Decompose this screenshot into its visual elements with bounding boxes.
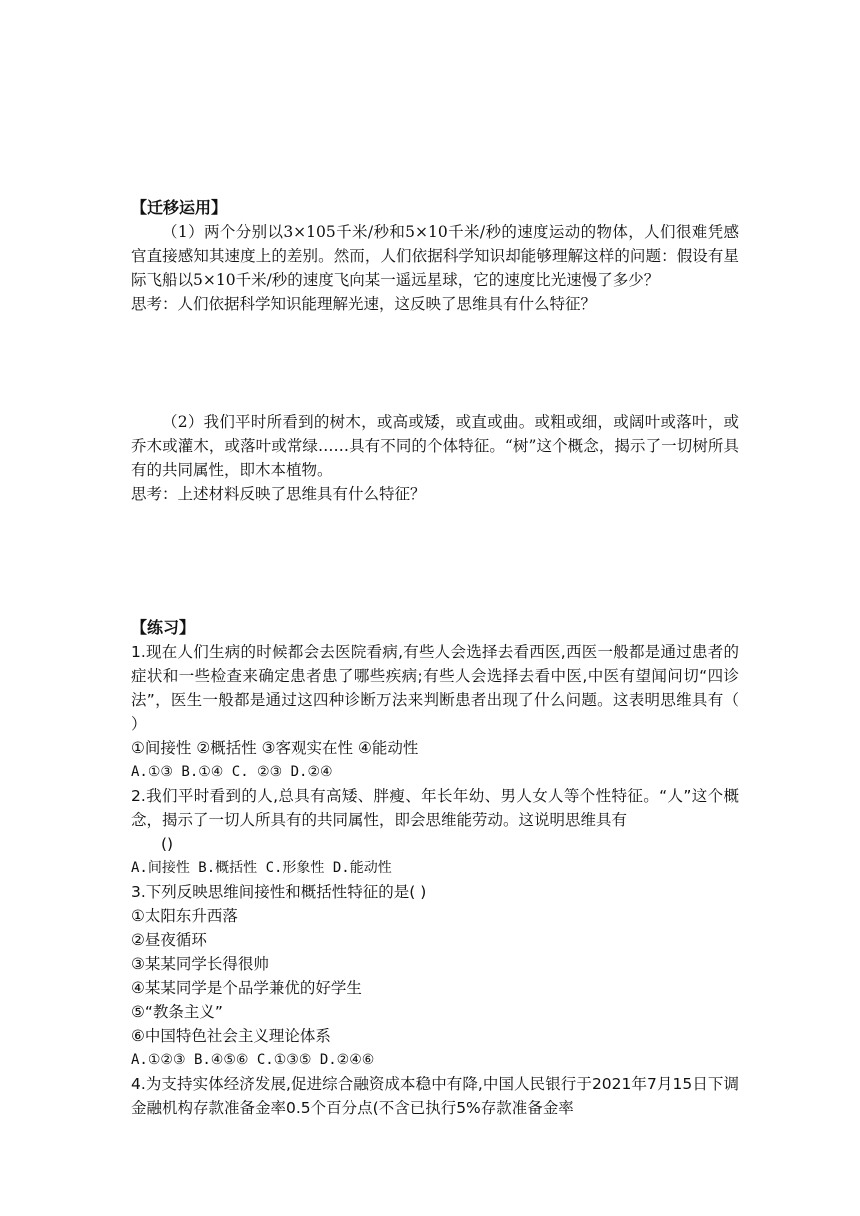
question-2-blank: () [161, 835, 174, 853]
transfer-item-1-question: 思考：人们依据科学知识能理解光速，这反映了思维具有什么特征？ [131, 295, 597, 313]
question-3-item: ②昼夜循环 [131, 931, 207, 949]
question-2-text: 2.我们平时看到的人,总具有高矮、胖瘦、年长年幼、男人女人等个性特征。“人”这个概念，揭示了一切人所具有的共同属性，即会思维能劳动。这说明思维具有 [131, 787, 739, 829]
question-1-items: ①间接性 ②概括性 ③客观实在性 ④能动性 [131, 739, 419, 757]
answer-space-2 [131, 506, 739, 616]
transfer-item-2-text: （2）我们平时所看到的树木，或高或矮，或直或曲。或粗或细，或阔叶或落叶，或乔木或灌木，或落叶或常绿……具有不同的个体特征。“树”这个概念，揭示了一切树所具有的共同属性，即木本植物。 [131, 413, 739, 479]
question-4-text: 4.为支持实体经济发展,促进综合融资成本稳中有降,中国人民银行于2021年7月15日下调金融机构存款准备金率0.5个百分点(不含已执行5%存款准备金率 [131, 1075, 739, 1117]
transfer-item-2-question: 思考：上述材料反映了思维具有什么特征？ [131, 485, 426, 503]
question-3-item: ③某某同学长得很帅 [131, 955, 269, 973]
transfer-heading: 【迁移运用】 [131, 198, 228, 217]
question-3-options: A.①②③ B.④⑤⑥ C.①③⑤ D.②④⑥ [131, 1052, 375, 1068]
question-3-text: 3.下列反映思维间接性和概括性特征的是( ) [131, 883, 427, 901]
question-3-item: ⑥中国特色社会主义理论体系 [131, 1027, 331, 1045]
question-3-item: ①太阳东升西落 [131, 907, 238, 925]
question-3-item: ⑤“教条主义” [131, 1003, 223, 1021]
document-content [131, 196, 739, 1120]
transfer-item-1-text: （1）两个分别以3×105千米/秒和5×10千米/秒的速度运动的物体，人们很难凭感官直接感知其速度上的差别。然而，人们依据科学知识却能够理解这样的问题：假设有星际飞船以5×10千米/秒的速度飞向某一遥远星球，它的速度比光速慢了多少？ [131, 223, 739, 289]
question-2-options: A.间接性 B.概括性 C.形象性 D.能动性 [131, 860, 392, 876]
practice-heading: 【练习】 [131, 618, 196, 637]
question-1-options: A.①③ B.①④ C. ②③ D.②④ [131, 764, 333, 780]
answer-space-1 [131, 316, 739, 410]
question-1-text: 1.现在人们生病的时候都会去医院看病,有些人会选择去看西医,西医一般都是通过患者的症状和一些检查来确定患者患了哪些疾病;有些人会选择去看中医,中医有望闻问切“四诊法”，医生一般都是通过这四种诊断万法来判断患者出现了什么问题。这表明思维具有（ ） [131, 643, 739, 733]
question-3-item: ④某某同学是个品学兼优的好学生 [131, 979, 362, 997]
